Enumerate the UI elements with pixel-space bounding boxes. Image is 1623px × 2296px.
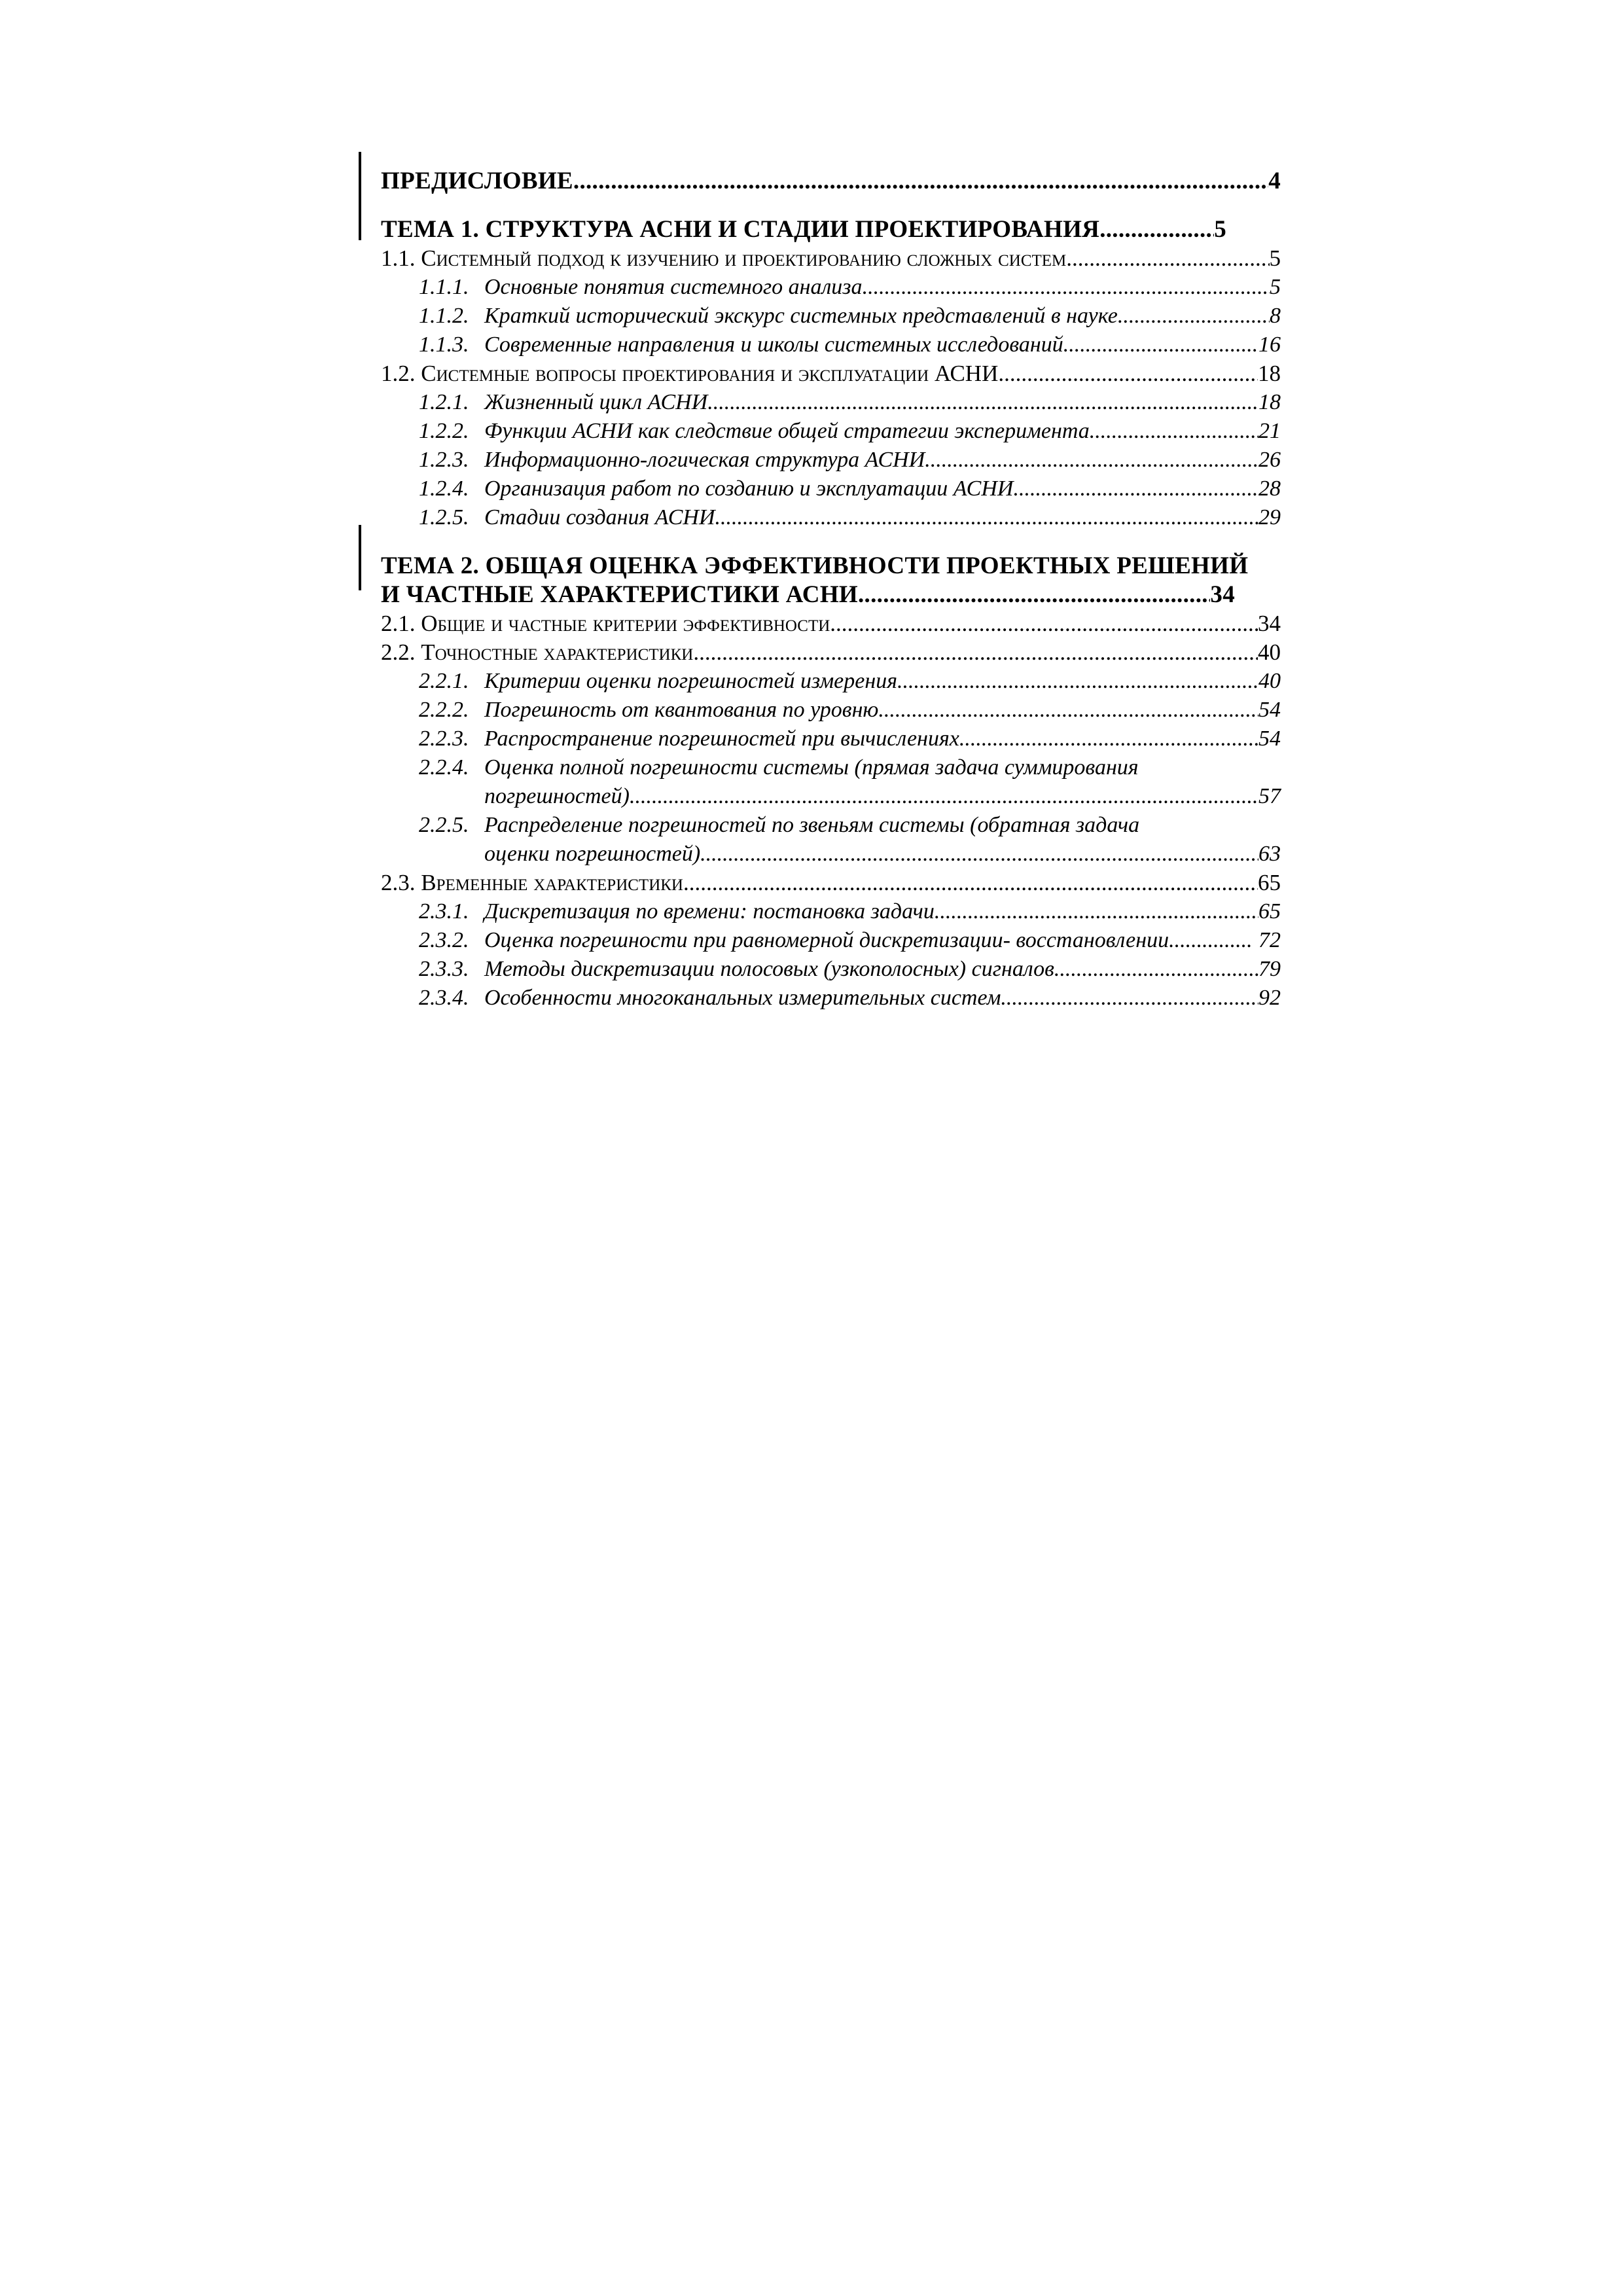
toc-entry-number: 1.1.1. <box>419 275 469 299</box>
dot-leader <box>1169 926 1253 955</box>
toc-entry-topic-2[interactable] <box>381 552 1281 609</box>
toc-entry-section-1-2[interactable] <box>381 359 1281 388</box>
toc-entry-number: 2.3.2. <box>419 928 469 952</box>
toc-entry-page: 65 <box>1258 899 1281 924</box>
toc-entry-title: Погрешность от квантования по уровню <box>484 698 879 722</box>
revision-bar-1 <box>359 152 361 240</box>
toc-entry-title: Организация работ по созданию и эксплуатации АСНИ <box>484 476 1014 501</box>
toc-entry-title: ТЕМА 1. СТРУКТУРА АСНИ И СТАДИИ ПРОЕКТИРОВАНИЯ <box>381 216 1100 243</box>
dot-leader <box>878 696 1258 725</box>
dot-leader <box>1054 955 1258 984</box>
toc-entry-number: 1.2.3. <box>419 448 469 472</box>
toc-entry-2-3-4[interactable] <box>381 984 1281 1013</box>
toc-entry-topic-1[interactable] <box>381 215 1281 244</box>
toc-entry-number: 2.3.1. <box>419 899 469 924</box>
toc-entry-section-1-1[interactable] <box>381 244 1281 273</box>
toc-entry-title: 2.3. Временные характеристики <box>381 870 683 895</box>
toc-entry-preface[interactable] <box>381 167 1281 196</box>
toc-entry-section-2-3[interactable] <box>381 869 1281 897</box>
toc-entry-page: 18 <box>1258 361 1281 386</box>
toc-entry-1-1-1[interactable] <box>381 273 1281 302</box>
toc-entry-page: 16 <box>1258 332 1281 357</box>
toc-entry-page: 5 <box>1269 245 1281 271</box>
toc-entry-page: 21 <box>1258 419 1281 443</box>
toc-entry-title-line-1: ТЕМА 2. ОБЩАЯ ОЦЕНКА ЭФФЕКТИВНОСТИ ПРОЕКТНЫХ РЕШЕНИЙ <box>381 552 1249 579</box>
toc-entry-page: 34 <box>1258 611 1281 636</box>
toc-entry-title: Краткий исторический экскурс системных представлений в науке <box>484 304 1118 328</box>
toc-entry-title: Стадии создания АСНИ <box>484 505 715 529</box>
toc-entry-page: 8 <box>1270 304 1281 328</box>
toc-entry-page: 79 <box>1258 957 1281 981</box>
toc-entry-number: 2.3.3. <box>419 957 469 981</box>
toc-entry-page: 40 <box>1258 669 1281 693</box>
toc-entry-2-2-5[interactable] <box>381 811 1281 869</box>
dot-leader <box>1090 417 1258 446</box>
toc-entry-2-2-4[interactable] <box>381 753 1281 811</box>
toc-entry-title-line-2: погрешностей) <box>484 784 630 808</box>
toc-entry-page: 40 <box>1258 639 1281 665</box>
dot-leader <box>573 167 1268 196</box>
toc-entry-title: Дискретизация по времени: постановка задачи <box>484 899 935 924</box>
toc-entry-number: 2.2.3. <box>419 726 469 751</box>
dot-leader <box>707 388 1258 417</box>
toc-entry-page: 63 <box>1258 842 1281 866</box>
toc-entry-title-line-1: Распределение погрешностей по звеньям системы (обратная задача <box>484 813 1140 837</box>
toc-entry-1-2-5[interactable] <box>381 503 1281 532</box>
toc-entry-number: 1.1.2. <box>419 304 469 328</box>
toc-entry-page: 92 <box>1258 986 1281 1010</box>
dot-leader <box>630 782 1258 811</box>
dot-leader <box>700 840 1258 869</box>
toc-entry-page: 54 <box>1258 726 1281 751</box>
toc-entry-title: 2.1. Общие и частные критерии эффективности <box>381 611 830 636</box>
dot-leader <box>1013 475 1258 503</box>
toc-entry-number: 2.3.4. <box>419 986 469 1010</box>
toc-entry-1-2-1[interactable] <box>381 388 1281 417</box>
toc-entry-number: 1.2.2. <box>419 419 469 443</box>
toc-entry-title: 1.1. Системный подход к изучению и проектированию сложных систем <box>381 245 1067 271</box>
toc-entry-number: 1.2.4. <box>419 476 469 501</box>
toc-entry-title-line-2: оценки погрешностей) <box>484 842 701 866</box>
dot-leader <box>1099 215 1214 244</box>
toc-entry-number: 2.2.1. <box>419 669 469 693</box>
dot-leader <box>1001 984 1258 1013</box>
toc-entry-page: 5 <box>1214 216 1226 243</box>
dot-leader <box>897 667 1258 696</box>
table-of-contents <box>381 167 1281 1013</box>
toc-entry-page: 34 <box>1210 581 1235 608</box>
toc-entry-number: 1.1.3. <box>419 332 469 357</box>
toc-entry-page: 5 <box>1270 275 1281 299</box>
toc-entry-page: 57 <box>1258 784 1281 808</box>
toc-entry-page: 18 <box>1258 390 1281 414</box>
dot-leader <box>683 869 1258 897</box>
toc-entry-title: Распространение погрешностей при вычислениях <box>484 726 959 751</box>
toc-entry-title: Функции АСНИ как следствие общей стратегии эксперимента <box>484 419 1090 443</box>
toc-entry-title-line-2: И ЧАСТНЫЕ ХАРАКТЕРИСТИКИ АСНИ <box>381 581 858 608</box>
dot-leader <box>830 609 1258 638</box>
dot-leader <box>998 359 1258 388</box>
toc-entry-title: Оценка погрешности при равномерной дискретизации- восстановлении <box>484 928 1169 952</box>
toc-entry-1-2-2[interactable] <box>381 417 1281 446</box>
toc-entry-title: 2.2. Точностные характеристики <box>381 639 694 665</box>
dot-leader <box>863 273 1270 302</box>
toc-entry-2-3-2[interactable] <box>381 926 1281 955</box>
revision-bar-2 <box>359 525 361 590</box>
dot-leader <box>715 503 1258 532</box>
toc-entry-1-1-2[interactable] <box>381 302 1281 331</box>
dot-leader <box>1066 244 1269 273</box>
toc-entry-title: ПРЕДИСЛОВИЕ <box>381 168 573 194</box>
dot-leader <box>935 897 1258 926</box>
toc-entry-1-2-4[interactable] <box>381 475 1281 503</box>
toc-entry-page: 72 <box>1258 928 1281 952</box>
toc-entry-title: Современные направления и школы системных исследований <box>484 332 1063 357</box>
dot-leader <box>925 446 1258 475</box>
toc-entry-title: Основные понятия системного анализа <box>484 275 863 299</box>
toc-entry-number: 2.2.2. <box>419 698 469 722</box>
toc-entry-page: 54 <box>1258 698 1281 722</box>
toc-entry-page: 28 <box>1258 476 1281 501</box>
dot-leader <box>858 581 1210 609</box>
toc-entry-title: Особенности многоканальных измерительных систем <box>484 986 1001 1010</box>
dot-leader <box>693 638 1258 667</box>
toc-entry-title: Методы дискретизации полосовых (узкополосных) сигналов <box>484 957 1054 981</box>
dot-leader <box>1118 302 1270 331</box>
toc-entry-title: Критерии оценки погрешностей измерения <box>484 669 898 693</box>
toc-entry-2-2-1[interactable] <box>381 667 1281 696</box>
toc-entry-2-2-2[interactable] <box>381 696 1281 725</box>
toc-entry-2-2-3[interactable] <box>381 725 1281 753</box>
dot-leader <box>959 725 1258 753</box>
toc-entry-title: 1.2. Системные вопросы проектирования и эксплуатации АСНИ <box>381 361 999 386</box>
toc-entry-1-1-3[interactable] <box>381 331 1281 359</box>
toc-entry-1-2-3[interactable] <box>381 446 1281 475</box>
toc-entry-page: 4 <box>1268 168 1281 194</box>
toc-entry-page: 65 <box>1258 870 1281 895</box>
toc-entry-page: 29 <box>1258 505 1281 529</box>
toc-entry-2-3-3[interactable] <box>381 955 1281 984</box>
toc-entry-title: Информационно-логическая структура АСНИ <box>484 448 925 472</box>
dot-leader <box>1063 331 1258 359</box>
toc-entry-number: 1.2.5. <box>419 505 469 529</box>
toc-entry-title: Жизненный цикл АСНИ <box>484 390 708 414</box>
toc-entry-number: 1.2.1. <box>419 390 469 414</box>
toc-entry-title-line-1: Оценка полной погрешности системы (прямая задача суммирования <box>484 755 1139 780</box>
toc-entry-section-2-2[interactable] <box>381 638 1281 667</box>
toc-entry-page: 26 <box>1258 448 1281 472</box>
toc-entry-number: 2.2.4. <box>419 755 469 780</box>
toc-entry-number: 2.2.5. <box>419 813 469 837</box>
toc-entry-2-3-1[interactable] <box>381 897 1281 926</box>
toc-entry-section-2-1[interactable] <box>381 609 1281 638</box>
